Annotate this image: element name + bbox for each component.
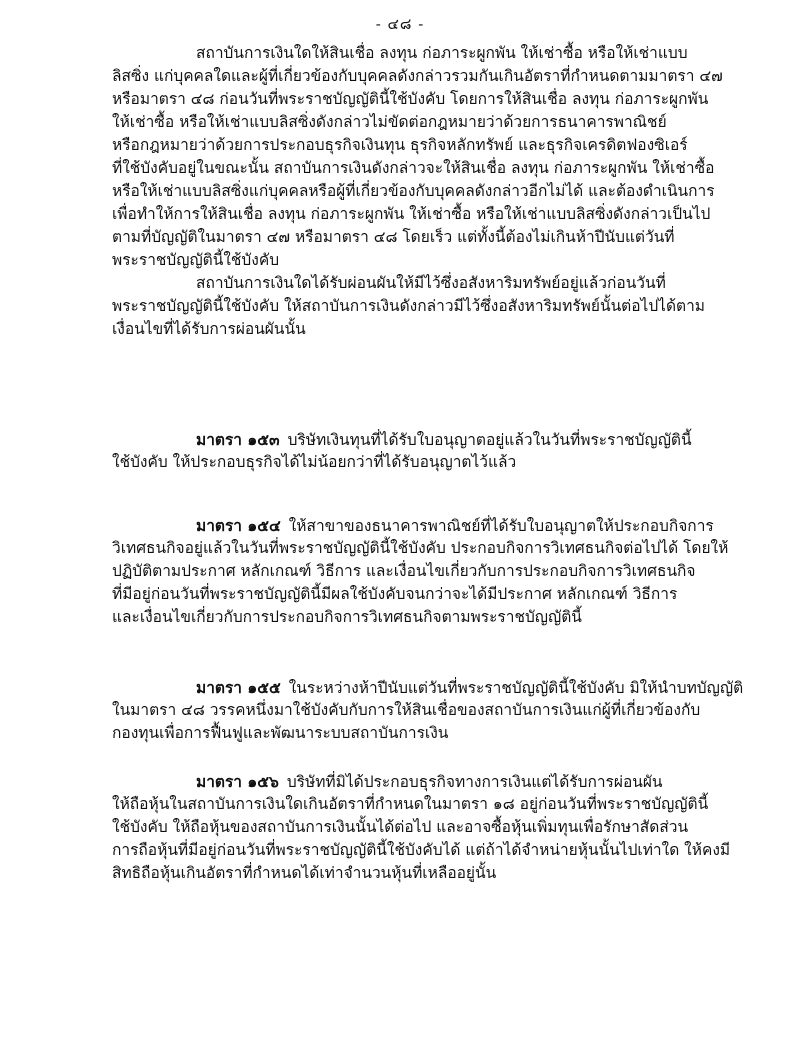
text-line: ที่มีอยู่ก่อนวันที่พระราชบัญญัตินี้มีผลใช้บังคับจนกว่าจะได้มีประกาศ หลักเกณฑ์ วิธีการ — [112, 585, 678, 603]
text-line: ลิสซิ่ง แก่บุคคลใดและผู้ที่เกี่ยวข้องกับบุคคลดังกล่าวรวมกันเกินอัตราที่กำหนดตามมาตรา ๔๗ — [112, 67, 723, 85]
text-line: สิทธิถือหุ้นเกินอัตราที่กำหนดได้เท่าจำนวนหุ้นที่เหลืออยู่นั้น — [112, 864, 497, 882]
text-line: เพื่อทำให้การให้สินเชื่อ ลงทุน ก่อภาระผูกพัน ให้เช่าซื้อ หรือให้เช่าแบบลิสซิ่งดังกล่าวเป็นไป — [112, 205, 711, 223]
section-heading: มาตรา ๑๕๔ — [196, 516, 281, 535]
text-line: สถาบันการเงินใดได้รับผ่อนผันให้มีไว้ซึ่งอสังหาริมทรัพย์อยู่แล้วก่อนวันที่ — [196, 274, 666, 292]
text-line: ให้เช่าซื้อ หรือให้เช่าแบบลิสซิ่งดังกล่าวไม่ขัดต่อกฎหมายว่าด้วยการธนาคารพาณิชย์ — [112, 113, 667, 131]
page-number: - ๔๘ - — [375, 15, 425, 33]
text-line: ที่ใช้บังคับอยู่ในขณะนั้น สถาบันการเงินดังกล่าวจะให้สินเชื่อ ลงทุน ก่อภาระผูกพัน ให้เช่าซื้อ — [112, 159, 715, 177]
text-line: กองทุนเพื่อการฟื้นฟูและพัฒนาระบบสถาบันการเงิน — [112, 724, 449, 742]
section-153 — [112, 428, 692, 474]
paragraph-real-estate-waiver — [112, 272, 706, 341]
text-line: สถาบันการเงินใดให้สินเชื่อ ลงทุน ก่อภาระผูกพัน ให้เช่าซื้อ หรือให้เช่าแบบ — [196, 44, 688, 62]
section-156 — [112, 770, 731, 885]
text-line: บริษัทที่มิได้ประกอบธุรกิจทางการเงินแต่ได้รับการผ่อนผัน — [286, 773, 663, 791]
text-line: ใช้บังคับ ให้ถือหุ้นของสถาบันการเงินนั้นได้ต่อไป และอาจซื้อหุ้นเพิ่มทุนเพื่อรักษาสัดส่วน — [112, 818, 689, 836]
text-line: เงื่อนไขที่ได้รับการผ่อนผันนั้น — [112, 320, 306, 338]
paragraph-financial-institution-credit — [112, 42, 723, 272]
text-line: ปฏิบัติตามประกาศ หลักเกณฑ์ วิธีการ และเงื่อนไขเกี่ยวกับการประกอบกิจการวิเทศธนกิจ — [112, 562, 696, 580]
text-line: หรือให้เช่าแบบลิสซิ่งแก่บุคคลหรือผู้ที่เกี่ยวข้องกับบุคคลดังกล่าวอีกไม่ได้ และต้องดำเนินการ — [112, 182, 715, 200]
section-155 — [112, 676, 744, 745]
text-line: ในมาตรา ๔๘ วรรคหนึ่งมาใช้บังคับกับการให้สินเชื่อของสถาบันการเงินแก่ผู้ที่เกี่ยวข้องกับ — [112, 701, 701, 719]
section-heading: มาตรา ๑๕๓ — [196, 430, 280, 449]
text-line: หรือมาตรา ๔๘ ก่อนวันที่พระราชบัญญัตินี้ใช้บังคับ โดยการให้สินเชื่อ ลงทุน ก่อภาระผูกพัน — [112, 90, 709, 108]
text-line: ในระหว่างห้าปีนับแต่วันที่พระราชบัญญัตินี้ใช้บังคับ มิให้นำบทบัญญัติ — [288, 679, 744, 697]
text-line: วิเทศธนกิจอยู่แล้วในวันที่พระราชบัญญัตินี้ใช้บังคับ ประกอบกิจการวิเทศธนกิจต่อไปได้ โดยให้ — [112, 539, 729, 557]
text-line: พระราชบัญญัตินี้ใช้บังคับ ให้สถาบันการเงินดังกล่าวมีไว้ซึ่งอสังหาริมทรัพย์นั้นต่อไปได้ตาม — [112, 297, 706, 315]
text-line: ตามที่บัญญัติในมาตรา ๔๗ หรือมาตรา ๔๘ โดยเร็ว แต่ทั้งนี้ต้องไม่เกินห้าปีนับแต่วันที่ — [112, 228, 675, 246]
section-heading: มาตรา ๑๕๖ — [196, 772, 279, 791]
section-154 — [112, 514, 729, 629]
text-line: การถือหุ้นที่มีอยู่ก่อนวันที่พระราชบัญญัตินี้ใช้บังคับได้ แต่ถ้าได้จำหน่ายหุ้นนั้นไปเท่าใด ให้คงมี — [112, 841, 731, 859]
section-heading: มาตรา ๑๕๕ — [196, 678, 281, 697]
text-line: หรือกฎหมายว่าด้วยการประกอบธุรกิจเงินทุน ธุรกิจหลักทรัพย์ และธุรกิจเครดิตฟองซิเอร์ — [112, 136, 688, 154]
text-line: และเงื่อนไขเกี่ยวกับการประกอบกิจการวิเทศธนกิจตามพระราชบัญญัตินี้ — [112, 608, 582, 626]
text-line: ใช้บังคับ ให้ประกอบธุรกิจได้ไม่น้อยกว่าที่ได้รับอนุญาตไว้แล้ว — [112, 453, 517, 471]
text-line: ให้ถือหุ้นในสถาบันการเงินใดเกินอัตราที่กำหนดในมาตรา ๑๘ อยู่ก่อนวันที่พระราชบัญญัตินี้ — [112, 795, 709, 813]
text-line: ให้สาขาของธนาคารพาณิชย์ที่ได้รับใบอนุญาตให้ประกอบกิจการ — [288, 517, 714, 535]
text-line: บริษัทเงินทุนที่ได้รับใบอนุญาตอยู่แล้วในวันที่พระราชบัญญัตินี้ — [287, 431, 692, 449]
text-line: พระราชบัญญัตินี้ใช้บังคับ — [112, 251, 280, 269]
